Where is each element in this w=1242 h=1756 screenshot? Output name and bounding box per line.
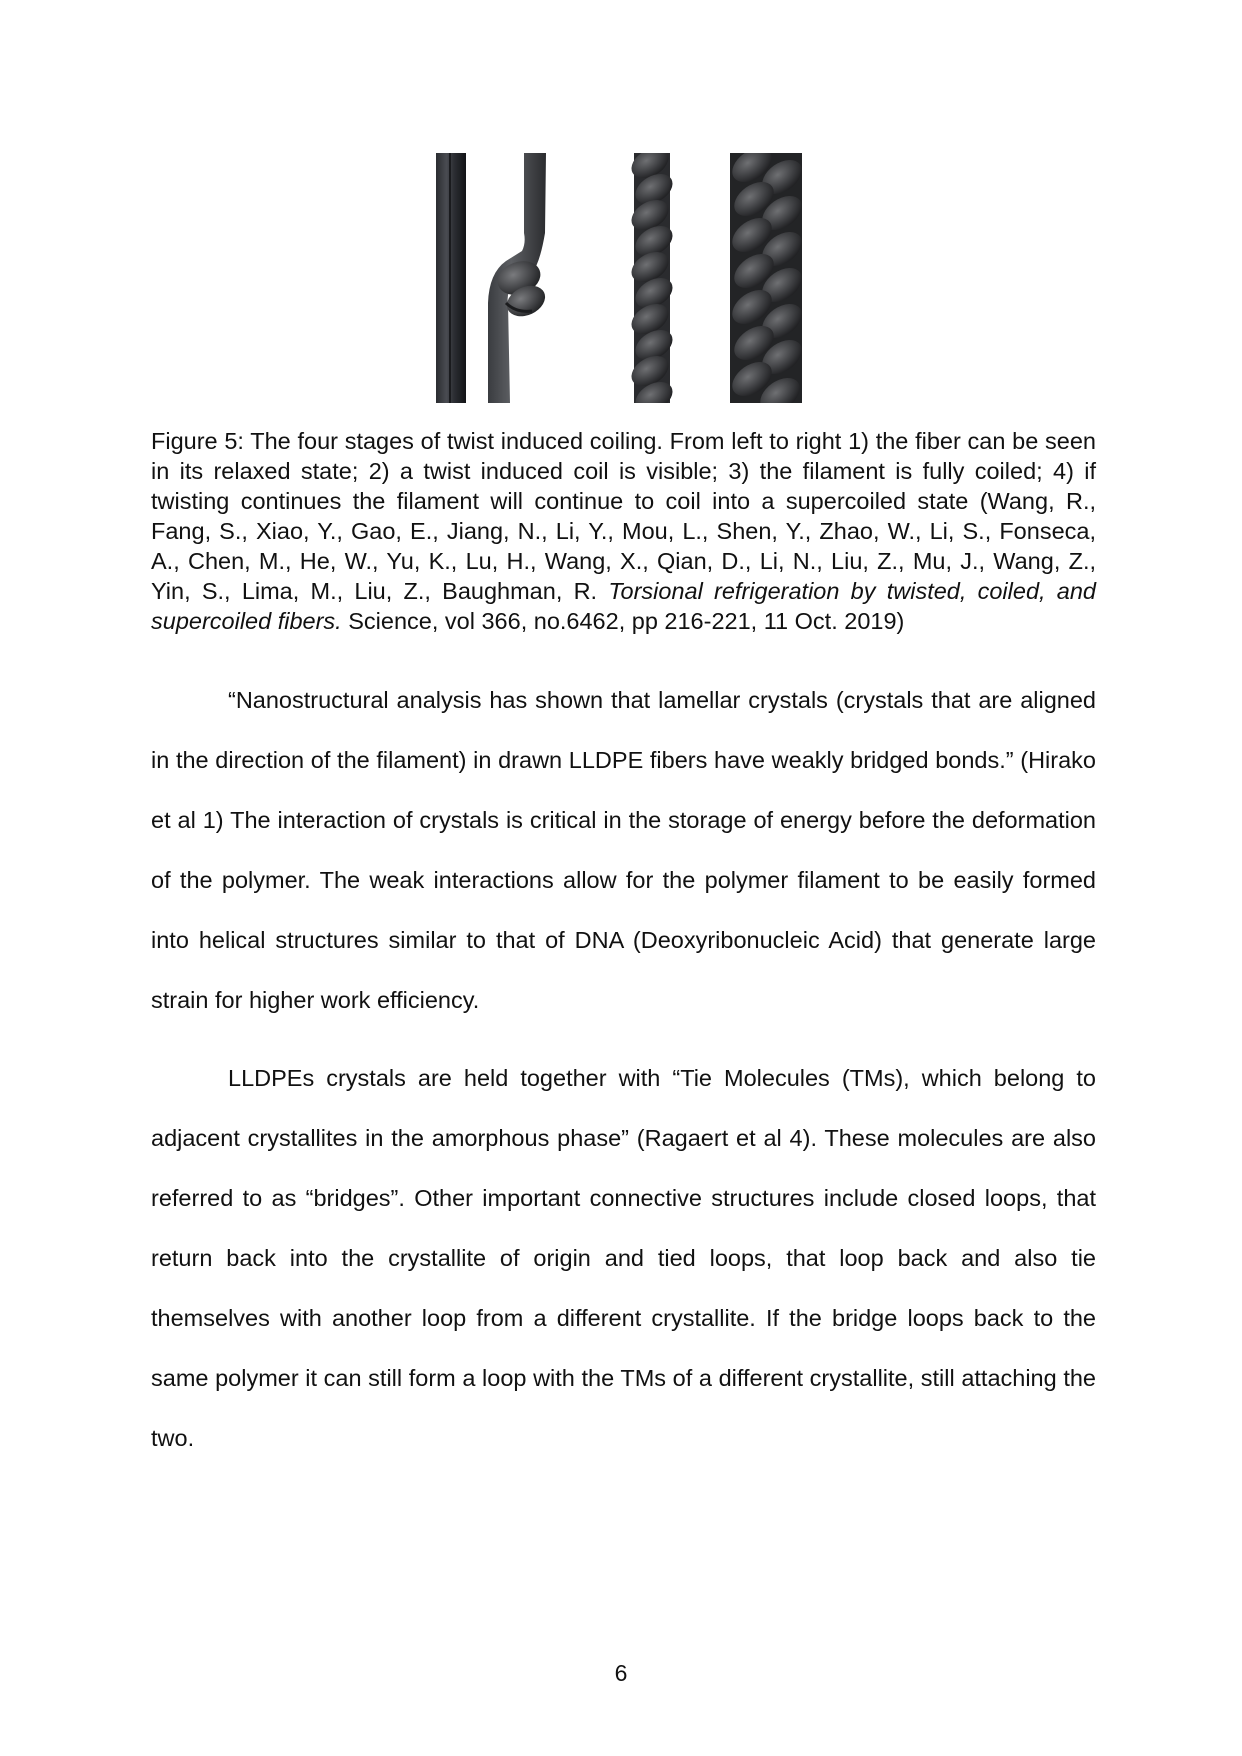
- caption-citation-tail: Science, vol 366, no.6462, pp 216-221, 11 Oct. 2019): [341, 608, 905, 634]
- stage-fully-coiled: [626, 153, 678, 403]
- figure-caption: [151, 426, 1096, 636]
- caption-cited-title: Torsional refrigeration by twisted, coiled, and supercoiled fibers.: [151, 578, 1096, 634]
- caption-text: Figure 5: The four stages of twist induced coiling. From left to right 1) the fiber can be seen in its relaxed state; 2) a twist induced coil is visible; 3) the filament is fully coiled; 4) if twisting continues the filament will continue to coil into a supercoiled state (Wang, R., Fang, S., Xiao, Y., Gao, E., Jiang, N., Li, Y., Mou, L., Shen, Y., Zhao, W., Li, S., Fonseca, A., Chen, M., He, W., Yu, K., Lu, H., Wang, X., Qian, D., Li, N., Liu, Z., Mu, J., Wang, Z., Yin, S., Lima, M., Liu, Z., Baughman, R.: [151, 428, 1096, 604]
- fiber-coiling-figure: [436, 153, 812, 403]
- body-paragraph-2: LLDPEs crystals are held together with “Tie Molecules (TMs), which belong to adjacent crystallites in the amorphous phase” (Ragaert et al 4). These molecules are also referred to as “bridges”. Other important connective structures include closed loops, that return back into the crystallite of origin and tied loops, that loop back and also tie themselves with another loop from a different crystallite. If the bridge loops back to the same polymer it can still form a loop with the TMs of a different crystallite, still attaching the two.: [151, 1065, 1096, 1451]
- twisted-fiber-stages-photo: [436, 153, 812, 403]
- stage-twist-coil: [488, 153, 550, 403]
- stage-supercoiled: [726, 153, 808, 403]
- stage-relaxed: [436, 153, 466, 403]
- page-number: 6: [614, 1660, 628, 1686]
- body-paragraph-1: “Nanostructural analysis has shown that lamellar crystals (crystals that are aligned in the direction of the filament) in drawn LLDPE fibers have weakly bridged bonds.” (Hirako et al 1) The interaction of crystals is critical in the storage of energy before the deformation of the polymer. The weak interactions allow for the polymer filament to be easily formed into helical structures similar to that of DNA (Deoxyribonucleic Acid) that generate large strain for higher work efficiency.: [151, 687, 1096, 1013]
